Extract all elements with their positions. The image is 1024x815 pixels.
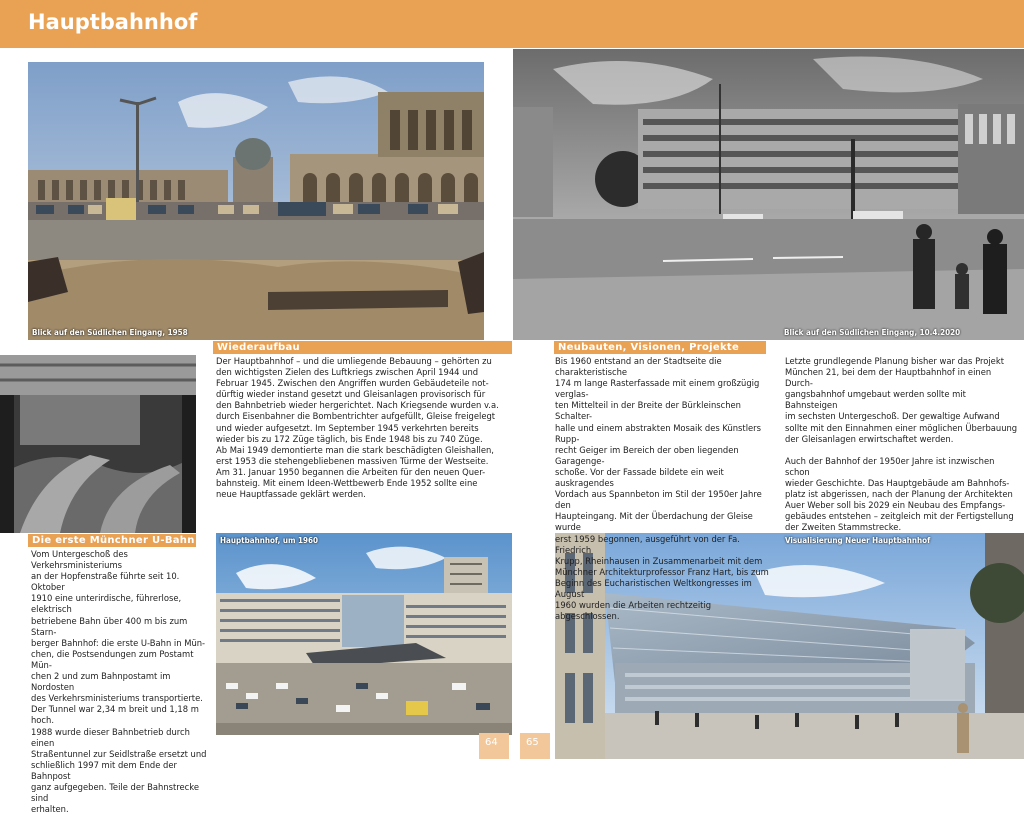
text-line: Münchner Architekturprofessor Franz Hart, bis zum xyxy=(555,566,769,577)
photo-south-entrance-1958 xyxy=(28,62,484,340)
text-line: chen, die Postsendungen zum Postamt Mün- xyxy=(31,648,194,670)
text-line: platz ist abgerissen, nach der Planung der Architekten xyxy=(785,489,1013,500)
text-line: 1960 wurden die Arbeiten rechtzeitig abgeschlossen. xyxy=(555,600,712,622)
page-number-left: 64 xyxy=(479,733,509,759)
text-line: den Bahnbetrieb wieder hergerichtet. Nach Kriegsende wurden v.a. xyxy=(216,400,499,411)
text-line: Beginn des Eucharistischen Weltkongresses im August xyxy=(555,577,752,599)
section-heading-neubauten: Neubauten, Visionen, Projekte xyxy=(554,341,766,354)
text-line: erst 1959 begonnen, ausgeführt von der Fa. Friedrich xyxy=(555,533,740,555)
section-heading-wiederaufbau: Wiederaufbau xyxy=(213,341,512,354)
text-line: 174 m lange Rasterfassade mit einem großzügig verglas- xyxy=(555,378,760,400)
text-line: erst 1953 die stehengebliebenen massiven Türme der Westseite. xyxy=(216,455,489,466)
section-body-ubahn xyxy=(31,549,211,815)
text-line: der Gleisanlagen erwirtschaftet werden. xyxy=(785,433,954,444)
section-body-wiederaufbau xyxy=(216,356,514,500)
section-body-projekt xyxy=(785,356,1020,533)
text-line: im sechsten Untergeschoß. Der gewaltige Aufwand xyxy=(785,411,1000,422)
text-line: erhalten. xyxy=(31,804,69,815)
caption-south-1958: Blick auf den Südlichen Eingang, 1958 xyxy=(32,328,188,337)
text-line: Straßentunnel zur Seidlstraße ersetzt und xyxy=(31,748,207,759)
text-line: Februar 1945. Zwischen den Angriffen wurden Gebäudeteile not- xyxy=(216,378,489,389)
text-line: an der Hopfenstraße führte seit 10. Oktober xyxy=(31,571,180,593)
page-title: Hauptbahnhof xyxy=(28,10,198,34)
text-line: Letzte grundlegende Planung bisher war das Projekt xyxy=(785,356,1004,366)
text-line: Haupteingang. Mit der Überdachung der Gleise wurde xyxy=(555,511,753,533)
text-line: wieder Geschichte. Das Hauptgebäude am Bahnhofs- xyxy=(785,477,1010,488)
text-line: dürftig wieder instand gesetzt und Gleisanlagen provisorisch für xyxy=(216,389,486,400)
text-line: Ab Mai 1949 demontierte man die stark beschädigten Gleishallen, xyxy=(216,444,494,455)
paragraph-gap xyxy=(785,445,1020,456)
text-line: Auer Weber soll bis 2029 ein Neubau des Empfangs- xyxy=(785,500,1006,511)
text-line: berger Bahnhof: die erste U-Bahn in Mün- xyxy=(31,637,206,648)
text-line: recht Geiger im Bereich der oben liegenden Garagenge- xyxy=(555,444,739,466)
text-line: chen 2 und zum Bahnpostamt im Nordosten xyxy=(31,671,171,693)
text-line: bahnsteig. Mit einem Ideen-Wettbewerb Ende 1952 sollte eine xyxy=(216,478,478,489)
text-line: neue Hauptfassade geklärt werden. xyxy=(216,489,366,500)
text-line: des Verkehrsministeriums transportierte. xyxy=(31,693,203,704)
caption-south-2020: Blick auf den Südlichen Eingang, 10.4.2020 xyxy=(784,328,961,337)
text-line: ten Mittelteil in der Breite der Bürkleinschen Schalter- xyxy=(555,400,741,422)
text-line: gangsbahnhof umgebaut werden sollte mit Bahnsteigen xyxy=(785,389,966,411)
text-line: schoße. Vor der Fassade bildete ein weit auskragendes xyxy=(555,466,724,489)
text-line: Krupp, Rheinhausen in Zusammenarbeit mit dem xyxy=(555,555,763,566)
text-line: Der Hauptbahnhof – und die umliegende Bebauung – gehörten zu xyxy=(216,356,492,366)
text-line: sollte mit den Einnahmen einer möglichen Überbauung xyxy=(785,422,1018,433)
photo-south-entrance-2020 xyxy=(513,49,1024,340)
page-number-right: 65 xyxy=(520,733,550,759)
caption-hbf-1960: Hauptbahnhof, um 1960 xyxy=(220,536,319,545)
text-line: 1988 wurde dieser Bahnbetrieb durch einen xyxy=(31,726,190,748)
section-body-neubauten xyxy=(555,356,771,622)
text-line: 1910 eine unterirdische, führerlose, elektrisch xyxy=(31,593,182,615)
text-line: wieder bis zu 172 Züge täglich, bis Ende 1948 bis zu 740 Züge. xyxy=(216,433,483,444)
text-line: Der Tunnel war 2,34 m breit und 1,18 m hoch. xyxy=(31,704,199,726)
text-line: den wichtigsten Zielen des Luftkriegs zwischen April 1944 und xyxy=(216,367,479,378)
text-line: durch Eisenbahner die Bombentrichter aufgefüllt, Gleise freigelegt xyxy=(216,411,496,422)
text-line: Am 31. Januar 1950 begannen die Arbeiten für den neuen Quer- xyxy=(216,466,486,477)
text-line: Bis 1960 entstand an der Stadtseite die charakteristische xyxy=(555,356,722,378)
text-line: betriebene Bahn über 400 m bis zum Starn- xyxy=(31,615,188,637)
text-line: gebäudes entstehen – zeitgleich mit der Fertigstellung xyxy=(785,511,1014,522)
text-line: schließlich 1997 mit dem Ende der Bahnpost xyxy=(31,759,177,781)
text-line: halle und einem abstrakten Mosaik des Künstlers Rupp- xyxy=(555,422,761,444)
text-line: Auch der Bahnhof der 1950er Jahre ist inzwischen schon xyxy=(785,455,995,477)
text-line: ganz aufgegeben. Teile der Bahnstrecke sind xyxy=(31,781,199,804)
header-bar xyxy=(0,0,1024,48)
text-line: Vom Untergeschoß des Verkehrsministeriums xyxy=(31,549,128,571)
photo-first-ubahn xyxy=(0,355,196,533)
text-line: und wieder aufgesetzt. Im September 1945 verkehrten bereits xyxy=(216,422,479,433)
text-line: der Zweiten Stammstrecke. xyxy=(785,522,902,533)
photo-hbf-1960 xyxy=(216,533,512,735)
text-line: München 21, bei dem der Hauptbahnhof in einen Durch- xyxy=(785,367,992,389)
section-heading-ubahn: Die erste Münchner U-Bahn xyxy=(28,534,196,547)
text-line: Vordach aus Spannbeton im Stil der 1950er Jahre den xyxy=(555,489,762,511)
caption-visualisation: Visualisierung Neuer Hauptbahnhof xyxy=(785,536,931,545)
